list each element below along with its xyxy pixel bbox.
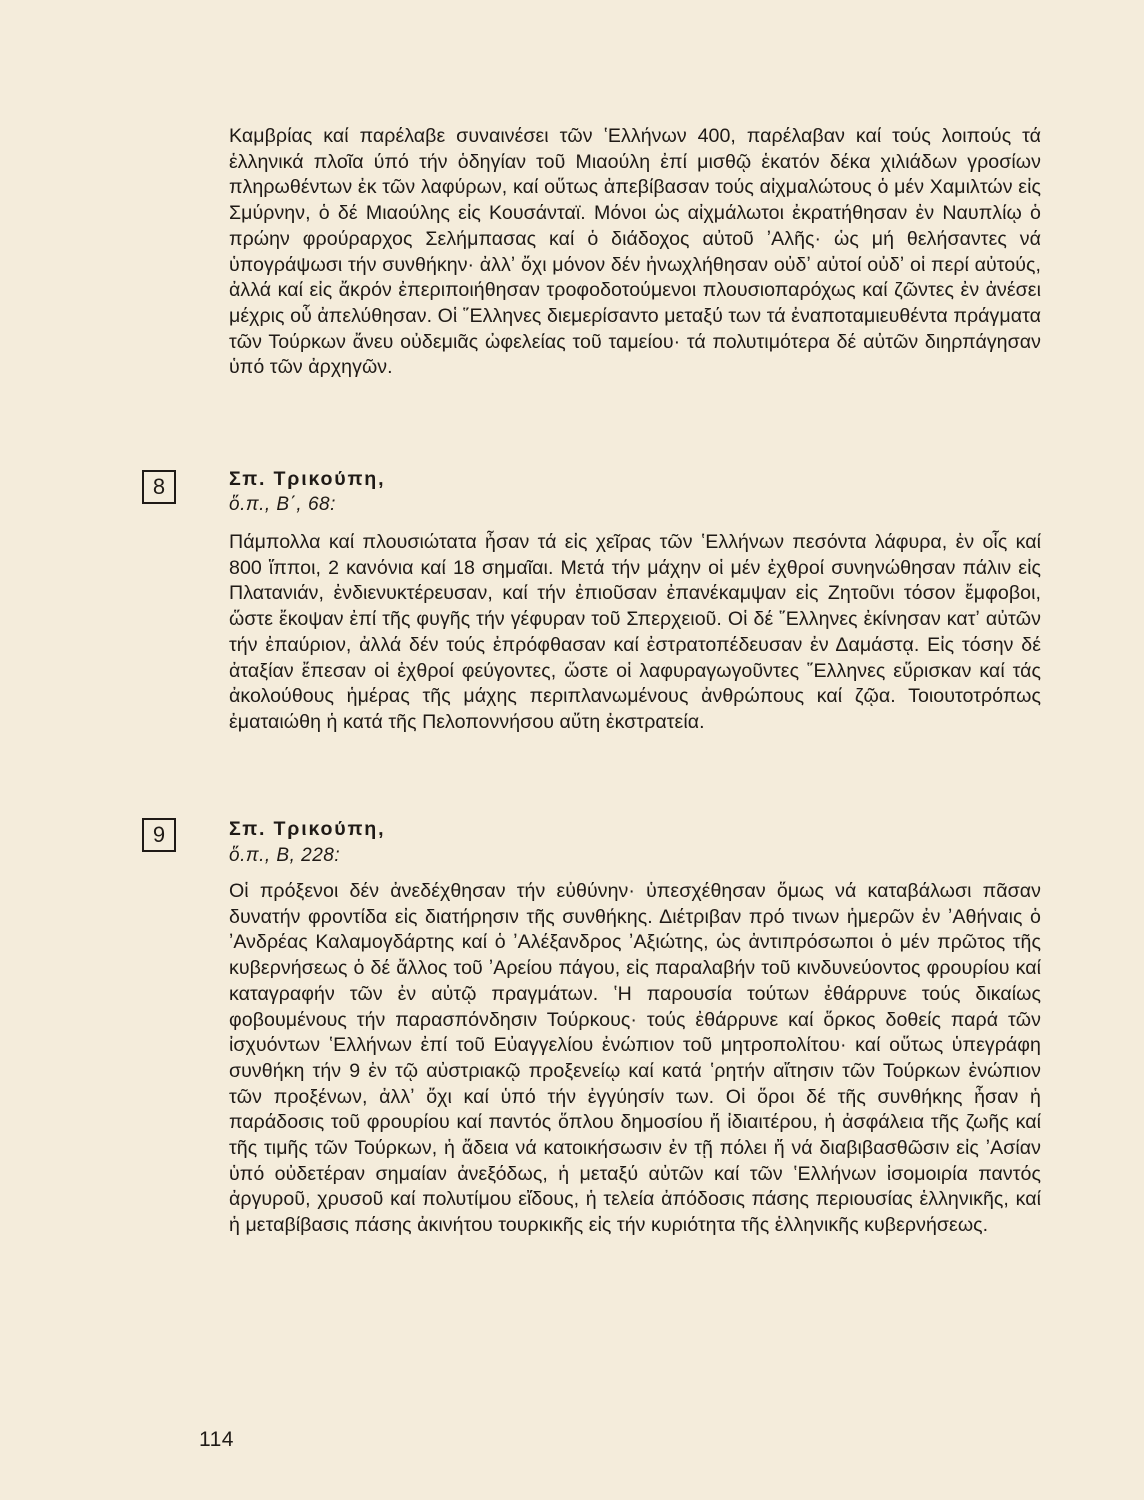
section-8-citation: ὅ.π., Β΄, 68: — [229, 494, 336, 515]
section-9-text: Οἱ πρόξενοι δέν ἀνεδέχθησαν τήν εὐθύνην· ὑπεσχέθησαν ὅμως νά καταβάλωσι πᾶσαν δυνατήν φροντίδα εἰς διατήρησιν τῆς συνθήκης. Διέτριβαν πρό τινων ἡμερῶν ἐν ʼΑθήναις ὁ ʼΑνδρέας Καλαμογδάρτης καί ὁ ʼΑλέξανδρος ʼΑξιώτης, ὡς ἀντιπρόσωποι ὁ μέν πρῶτος τῆς κυβερνήσεως ὁ δέ ἄλλος τοῦ ʼΑρείου πάγου, εἰς παραλαβήν τοῦ κινδυνεύοντος φρουρίου καί καταγραφήν τῶν ἐν αὐτῷ πραγμάτων. ʽΗ παρουσία τούτων ἐθάρρυνε τούς δικαίως φοβουμένους τήν παρασπόνδησιν Τούρκους· τούς ἐθάρρυνε καί ὅρκος δοθείς παρά τῶν ἰσχυόντων ʽΕλλήνων ἐπί τοῦ Εὐαγγελίου ἐνώπιον τοῦ μητροπολίτου· καί οὕτως ὑπεγράφη συνθήκη τήν 9 ἐν τῷ αὐστριακῷ προξενείῳ καί κατά ʽρητήν αἴτησιν τῶν Τούρκων ἐνώπιον τῶν προξένων, ἀλλʼ ὄχι καί ὑπό τήν ἐγγύησίν των. Οἱ ὅροι δέ τῆς συνθήκης ἦσαν ἡ παράδοσις τοῦ φρουρίου καί παντός ὅπλου δημοσίου ἤ ἰδιαιτέρου, ἡ ἀσφάλεια τῆς ζωῆς καί τῆς τιμῆς τῶν Τούρκων, ἡ ἄδεια νά κατοικήσωσιν ἐν τῇ πόλει ἤ νά διαβιβασθῶσιν εἰς ʼΑσίαν ὑπό οὐδετέραν σημαίαν ἀνεξόδως, ἡ μεταξύ αὐτῶν καί τῶν ʽΕλλήνων ἰσομοιρία παντός ἀργυροῦ, χρυσοῦ καί πολυτίμου εἴδους, ἡ τελεία ἀπόδοσις πάσης περιουσίας ἑλληνικῆς, καί ἡ μεταβίβασις πάσης ἀκινήτου τουρκικῆς εἰς τήν κυριότητα τῆς ἑλληνικῆς κυβερνήσεως. — [229, 880, 1041, 1237]
section-8-author: Σπ. Τρικούπη, — [229, 468, 386, 490]
section-8-text: Πάμπολλα καί πλουσιώτατα ἦσαν τά εἰς χεῖρας τῶν ʽΕλλήνων πεσόντα λάφυρα, ἐν οἷς καί 800 ἵπποι, 2 κανόνια καί 18 σημαῖαι. Μετά τήν μάχην οἱ μέν ἐχθροί συνηνώθησαν πάλιν εἰς Πλατανιάν, ἐνδιενυκτέρευσαν, καί τήν ἐπιοῦσαν ἐπανέκαμψαν εἰς Ζητοῦνι τόσον ἔμφοβοι, ὥστε ἔκοψαν ἐπί τῆς φυγῆς τήν γέφυραν τοῦ Σπερχειοῦ. Οἱ δέ ῞Ελληνες ἐκίνησαν κατʼ αὐτῶν τήν ἐπαύριον, ἀλλά δέν τούς ἐπρόφθασαν καί ἐστρατοπέδευσαν ἐν Δαμάστᾳ. Εἰς τόσην δέ ἀταξίαν ἔπεσαν οἱ ἐχθροί φεύγοντες, ὥστε οἱ λαφυραγωγοῦντες ῞Ελληνες εὕρισκαν καί τάς ἀκολούθους ἡμέρας τῆς μάχης περιπλανωμένους ἀνθρώπους καί ζῷα. Τοιουτοτρόπως ἐματαιώθη ἡ κατά τῆς Πελοποννήσου αὔτη ἐκστρατεία. — [229, 531, 1041, 733]
intro-paragraph: Καμβρίας καί παρέλαβε συναινέσει τῶν ʽΕλλήνων 400, παρέλαβαν καί τούς λοιπούς τά ἑλληνικά πλοῖα ύπό τήν ὁδηγίαν τοῦ Μιαούλη ἐπί μισθῷ ἑκατόν δέκα χιλιάδων γροσίων πληρωθέντων ἐκ τῶν λαφύρων, καί οὕτως ἀπεβίβασαν τούς αἰχμαλώτους ὁ μέν Χαμιλτών εἰς Σμύρνην, ὁ δέ Μιαούλης εἰς Κουσάνταϊ. Μόνοι ὡς αἰχμάλωτοι ἐκρατήθησαν ἐν Ναυπλίῳ ὁ πρώην φρούραρχος Σελήμπασας καί ὁ διάδοχος αὐτοῦ ʼΑλῆς· ὡς μή θελήσαντες νά ὑπογράψωσι τήν συνθήκην· ἀλλʼ ὄχι μόνον δέν ἠνωχλήθησαν οὐδʼ αὐτοί οὐδʼ οἱ περί αὐτούς, ἀλλά καί εἰς ἄκρόν ἐπεριποιήθησαν τροφοδοτούμενοι πλουσιοπαρόχως καί ζῶντες ἐν ἀνέσει μέχρις οὗ ἀπελύθησαν. Οἱ ῞Ελληνες διεμερίσαντο μεταξύ των τά ἐναποταμιευθέντα πράγματα τῶν Τούρκων ἄνευ οὐδεμιᾶς ὠφελείας τοῦ ταμείου· τά πολυτιμότερα δέ αὐτῶν διηρπάγησαν ὑπό τῶν ἀρχηγῶν. — [229, 125, 1041, 379]
section-number-box-8: 8 — [142, 470, 176, 504]
section-number-box-9: 9 — [142, 818, 176, 852]
section-9-citation: ὅ.π., Β, 228: — [229, 845, 341, 866]
section-9-author: Σπ. Τρικούπη, — [229, 818, 386, 840]
page-number: 114 — [199, 1428, 234, 1451]
